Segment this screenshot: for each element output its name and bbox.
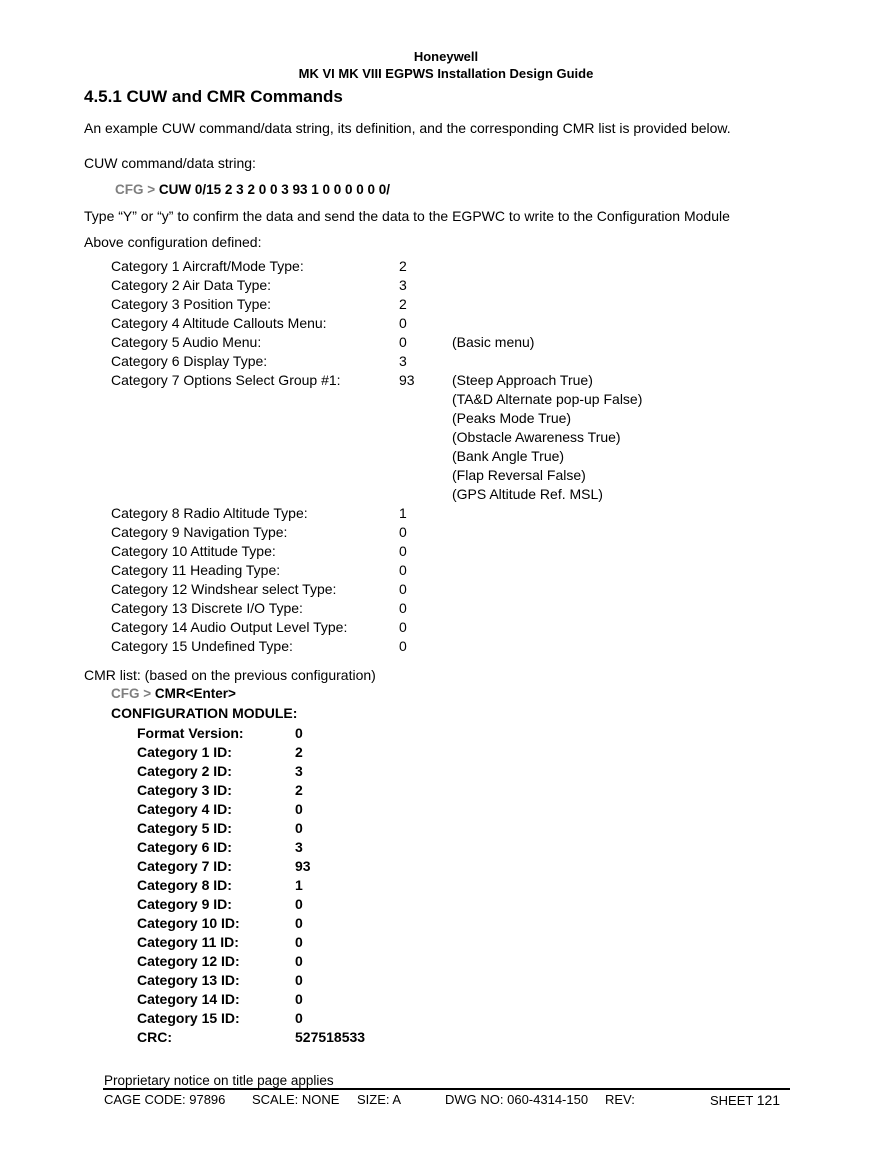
cmr-row-label: Category 4 ID: <box>137 801 232 817</box>
category-row <box>0 276 892 295</box>
cmr-row-value: 0 <box>295 934 303 950</box>
category-value: 3 <box>399 353 407 369</box>
cmr-row-value: 0 <box>295 801 303 817</box>
cmr-row-label: Format Version: <box>137 725 244 741</box>
category-note: (GPS Altitude Ref. MSL) <box>452 486 603 502</box>
cmr-row-value: 2 <box>295 782 303 798</box>
category-note: (Flap Reversal False) <box>452 467 586 483</box>
category-label: Category 4 Altitude Callouts Menu: <box>111 315 327 331</box>
cmr-row-value: 527518533 <box>295 1029 366 1045</box>
cmr-row-value: 93 <box>295 858 311 874</box>
category-note: (Peaks Mode True) <box>452 410 572 426</box>
category-note: (TA&D Alternate pop-up False) <box>452 391 643 407</box>
cmr-row-label: Category 11 ID: <box>137 934 239 950</box>
category-value: 0 <box>399 543 407 559</box>
sheet-number: 121 <box>756 1092 781 1108</box>
cmr-row <box>0 819 892 838</box>
cmr-row <box>0 838 892 857</box>
section-title: 4.5.1 CUW and CMR Commands <box>84 87 343 106</box>
cmr-title: CONFIGURATION MODULE: <box>111 705 298 721</box>
category-row <box>0 371 892 390</box>
header-company: Honeywell <box>413 49 479 64</box>
category-label: Category 3 Position Type: <box>111 296 272 312</box>
cmr-row-label: Category 14 ID: <box>137 991 240 1007</box>
cmr-row <box>0 724 892 743</box>
cmr-row-label: Category 7 ID: <box>137 858 232 874</box>
category-value: 0 <box>399 334 407 350</box>
cmr-row-value: 3 <box>295 763 303 779</box>
category-value: 2 <box>399 258 407 274</box>
cmr-row-value: 3 <box>295 839 303 855</box>
category-row <box>0 352 892 371</box>
cmr-row-label: Category 1 ID: <box>137 744 232 760</box>
cmr-row <box>0 952 892 971</box>
category-note: (Basic menu) <box>452 334 535 350</box>
cmr-row-label: Category 15 ID: <box>137 1010 240 1026</box>
category-row <box>0 257 892 276</box>
cuw-command-line <box>115 182 390 197</box>
category-note: (Bank Angle True) <box>452 448 565 464</box>
category-label: Category 1 Aircraft/Mode Type: <box>111 258 304 274</box>
cmr-row-label: Category 9 ID: <box>137 896 232 912</box>
cage-code: CAGE CODE: 97896 <box>104 1092 226 1107</box>
cmr-row-label: Category 10 ID: <box>137 915 240 931</box>
cmr-row-label: Category 8 ID: <box>137 877 232 893</box>
scale: SCALE: NONE <box>252 1092 340 1107</box>
cmr-row-value: 0 <box>295 915 303 931</box>
cmr-row <box>0 800 892 819</box>
category-label: Category 5 Audio Menu: <box>111 334 262 350</box>
category-note: (Steep Approach True) <box>452 372 593 388</box>
cfg-prompt: CFG > <box>111 686 152 701</box>
category-value: 0 <box>399 562 407 578</box>
category-value: 3 <box>399 277 407 293</box>
category-value: 0 <box>399 600 407 616</box>
category-value: 93 <box>399 372 415 388</box>
category-row <box>0 561 892 580</box>
cmr-row-value: 0 <box>295 820 303 836</box>
cmr-row-label: Category 2 ID: <box>137 763 232 779</box>
proprietary-notice: Proprietary notice on title page applies <box>104 1073 334 1088</box>
cuw-command: CUW 0/15 2 3 2 0 0 3 93 1 0 0 0 0 0 0/ <box>158 182 391 197</box>
cmr-row <box>0 933 892 952</box>
cmr-row <box>0 1009 892 1028</box>
category-row <box>0 314 892 333</box>
category-row <box>0 295 892 314</box>
category-value: 1 <box>399 505 407 521</box>
cmr-row-label: CRC: <box>137 1029 172 1045</box>
category-row <box>0 542 892 561</box>
cmr-row-value: 0 <box>295 953 303 969</box>
cmr-row <box>0 762 892 781</box>
category-value: 0 <box>399 581 407 597</box>
cmr-row-value: 0 <box>295 725 303 741</box>
cmr-label: CMR list: (based on the previous configuration) <box>84 667 376 683</box>
cmr-row <box>0 990 892 1009</box>
category-row <box>0 333 892 352</box>
cmr-row <box>0 743 892 762</box>
cuw-label: CUW command/data string: <box>84 155 256 171</box>
category-value: 0 <box>399 638 407 654</box>
cmr-row <box>0 857 892 876</box>
rev: REV: <box>605 1092 635 1107</box>
cmr-row <box>0 971 892 990</box>
category-row <box>0 637 892 656</box>
category-row <box>0 599 892 618</box>
category-label: Category 7 Options Select Group #1: <box>111 372 341 388</box>
category-label: Category 11 Heading Type: <box>111 562 281 578</box>
cmr-row-label: Category 3 ID: <box>137 782 232 798</box>
category-label: Category 14 Audio Output Level Type: <box>111 619 348 635</box>
cmr-row-value: 0 <box>295 991 303 1007</box>
cmr-row <box>0 895 892 914</box>
category-label: Category 9 Navigation Type: <box>111 524 288 540</box>
cmr-row <box>0 1028 892 1047</box>
category-value: 0 <box>399 315 407 331</box>
category-row <box>0 580 892 599</box>
category-label: Category 2 Air Data Type: <box>111 277 272 293</box>
cmr-row-value: 2 <box>295 744 303 760</box>
cmr-command: CMR<Enter> <box>154 686 236 701</box>
category-label: Category 13 Discrete I/O Type: <box>111 600 303 616</box>
cmr-row <box>0 876 892 895</box>
category-note: (Obstacle Awareness True) <box>452 429 621 445</box>
cmr-row-value: 0 <box>295 972 303 988</box>
cmr-row-label: Category 13 ID: <box>137 972 240 988</box>
category-value: 0 <box>399 524 407 540</box>
category-label: Category 10 Attitude Type: <box>111 543 276 559</box>
cmr-row-label: Category 6 ID: <box>137 839 232 855</box>
cfg-prompt: CFG > <box>115 182 156 197</box>
category-row <box>0 618 892 637</box>
cmr-row <box>0 781 892 800</box>
intro-paragraph: An example CUW command/data string, its definition, and the corresponding CMR list is provided below. <box>84 120 731 136</box>
cmr-row-label: Category 5 ID: <box>137 820 232 836</box>
category-value: 0 <box>399 619 407 635</box>
category-label: Category 6 Display Type: <box>111 353 268 369</box>
footer-rule <box>103 1088 790 1090</box>
category-row <box>0 523 892 542</box>
cmr-row <box>0 914 892 933</box>
cmr-row-value: 0 <box>295 1010 303 1026</box>
dwg-no: DWG NO: 060-4314-150 <box>445 1092 589 1107</box>
size: SIZE: A <box>357 1092 402 1107</box>
sheet-label: SHEET <box>710 1093 754 1108</box>
header-doc-title: MK VI MK VIII EGPWS Installation Design Guide <box>298 66 594 81</box>
cmr-command-line <box>111 686 236 701</box>
cmr-row-value: 1 <box>295 877 303 893</box>
cmr-row-value: 0 <box>295 896 303 912</box>
above-config-label: Above configuration defined: <box>84 234 262 250</box>
category-value: 2 <box>399 296 407 312</box>
category-label: Category 12 Windshear select Type: <box>111 581 337 597</box>
category-label: Category 8 Radio Altitude Type: <box>111 505 308 521</box>
category-row <box>0 504 892 523</box>
confirm-text: Type “Y” or “y” to confirm the data and send the data to the EGPWC to write to the Configuration Module <box>84 208 730 224</box>
cmr-row-label: Category 12 ID: <box>137 953 240 969</box>
category-label: Category 15 Undefined Type: <box>111 638 293 654</box>
sheet-info <box>710 1092 780 1108</box>
